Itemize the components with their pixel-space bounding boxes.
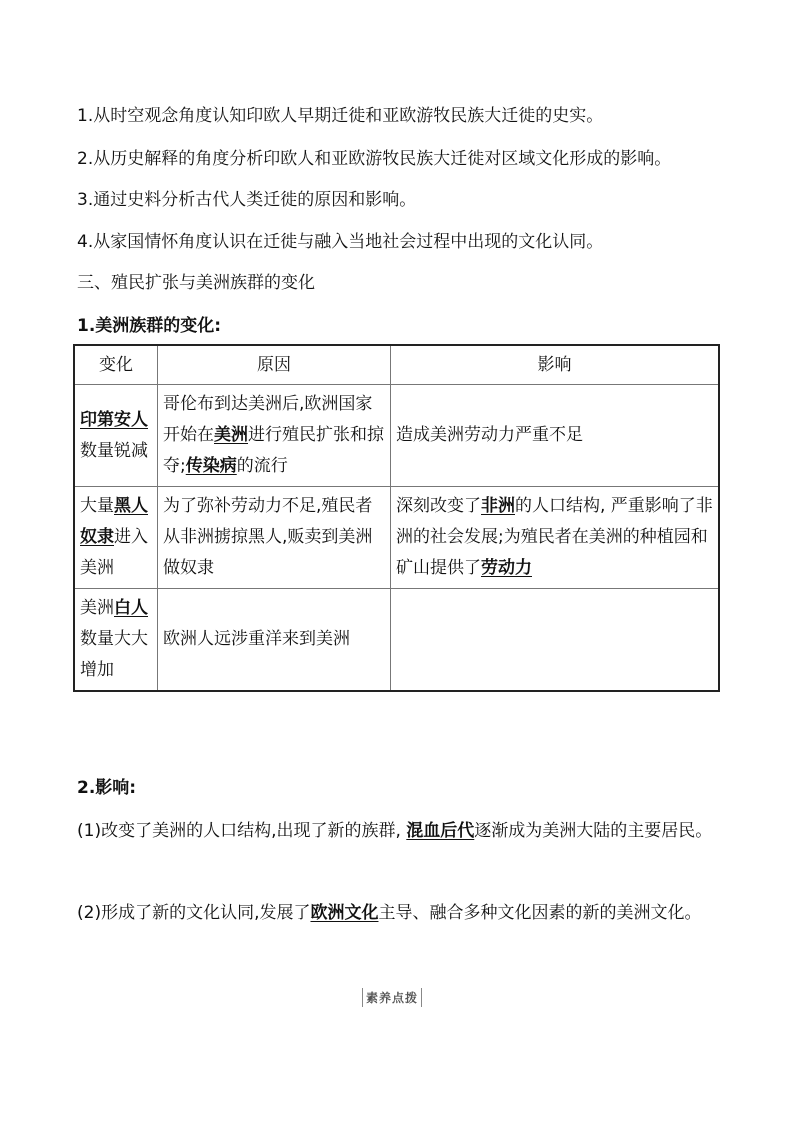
section-title: 三、殖民扩张与美洲族群的变化 [77, 273, 315, 293]
change-text: 大量 [80, 496, 114, 516]
cell-reason [158, 385, 391, 487]
cell-effect [391, 589, 720, 692]
impact-text: 逐渐成为美洲大陆的主要居民。 [474, 821, 713, 841]
impact-text: (2)形成了新的文化认同,发展了 [77, 903, 311, 923]
table-header-row [74, 345, 719, 385]
americas-ethnic-change-table [73, 344, 720, 692]
cell-reason [158, 487, 391, 589]
effect-text: 深刻改变了 [396, 496, 481, 516]
reason-text: 进行殖民扩张和掠夺; [163, 425, 384, 476]
change-text: 进入美洲 [80, 527, 148, 578]
reason-keyword: 传染病 [185, 456, 237, 476]
header-effect: 影响 [391, 345, 720, 385]
cell-effect [391, 487, 720, 589]
change-text: 数量大大增加 [80, 629, 148, 680]
effect-keyword: 非洲 [481, 496, 515, 516]
cell-effect [391, 385, 720, 487]
cell-reason [158, 589, 391, 692]
table-row [74, 589, 719, 692]
change-text: 美洲 [80, 598, 114, 618]
header-reason: 原因 [158, 345, 391, 385]
impact-keyword: 欧洲文化 [310, 903, 379, 923]
cell-change [74, 487, 158, 589]
change-text: 数量锐减 [80, 440, 148, 461]
reason-text: 哥伦布到达美洲后,欧洲国家开始在 [163, 394, 373, 445]
table-row [74, 385, 719, 487]
effect-text: 造成美洲劳动力严重不足 [396, 425, 583, 445]
change-keyword: 黑人奴隶 [80, 496, 148, 547]
objective-2: 2.从历史解释的角度分析印欧人和亚欧游牧民族大迁徙对区域文化形成的影响。 [77, 149, 672, 169]
impact-keyword: 混血后代 [406, 821, 475, 841]
impact-text: (1)改变了美洲的人口结构,出现了新的族群, [77, 821, 407, 841]
objective-1: 1.从时空观念角度认知印欧人早期迁徙和亚欧游牧民族大迁徙的史实。 [77, 106, 604, 126]
subsection-2-title: 2.影响: [77, 778, 137, 798]
effect-text: 的人口结构, 严重影响了非洲的社会发展;为殖民者在美洲的种植园和矿山提供了 [396, 496, 713, 578]
change-keyword: 白人 [114, 598, 148, 618]
cell-change [74, 589, 158, 692]
change-keyword: 印第安人 [80, 409, 148, 430]
reason-text: 为了弥补劳动力不足,殖民者从非洲掳掠黑人,贩卖到美洲做奴隶 [163, 496, 373, 578]
impact-1 [77, 812, 727, 850]
objective-4: 4.从家国情怀角度认识在迁徙与融入当地社会过程中出现的文化认同。 [77, 232, 604, 252]
header-change: 变化 [74, 345, 158, 385]
effect-keyword: 劳动力 [481, 558, 532, 578]
reason-keyword: 美洲 [214, 425, 248, 445]
impact-2 [77, 894, 727, 932]
subsection-1-title: 1.美洲族群的变化: [77, 316, 222, 336]
objective-3: 3.通过史料分析古代人类迁徙的原因和影响。 [77, 190, 417, 210]
table-row [74, 487, 719, 589]
impact-text: 主导、融合多种文化因素的新的美洲文化。 [378, 903, 702, 923]
reason-text: 欧洲人远涉重洋来到美洲 [163, 629, 350, 649]
literacy-tip-badge: 素养点拨 [362, 988, 422, 1007]
reason-text: 的流行 [236, 456, 288, 476]
cell-change [74, 385, 158, 487]
